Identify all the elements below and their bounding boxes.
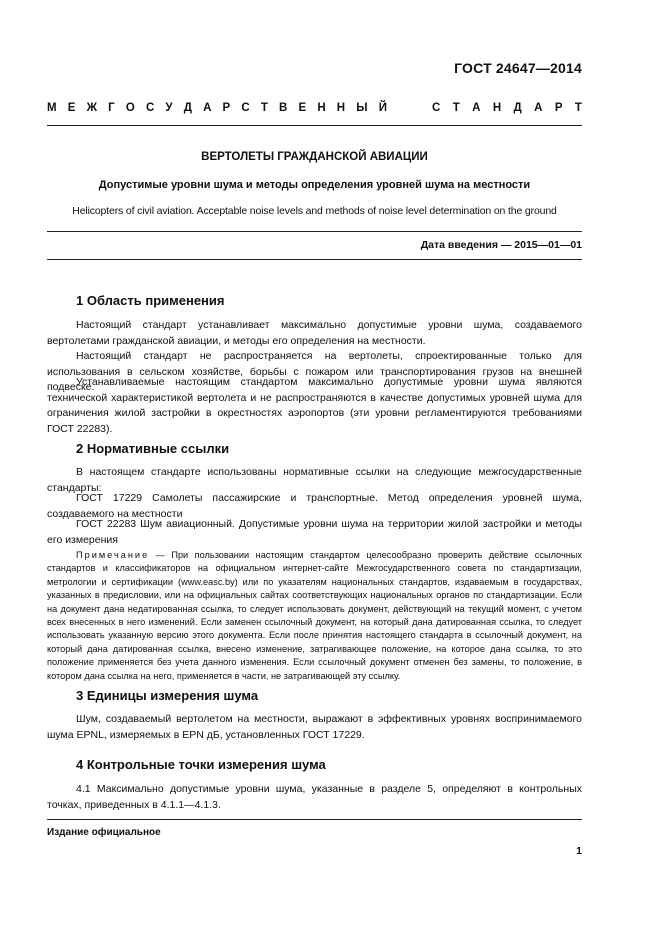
banner-letter: У [165,102,173,114]
section-2-paragraph: В настоящем стандарте использованы нормативные ссылки на следующие межгосударственные стандарты: [47,466,582,494]
banner-letter: Е [298,102,307,114]
banner-letter: Н [317,102,326,114]
banner-letter: Н [336,102,346,114]
banner-letter: С [241,102,250,114]
page-number: 1 [576,845,582,857]
banner-letter: А [203,102,212,114]
section-3-heading: 3 Единицы измерения шума [76,688,259,703]
document-title-english: Helicopters of civil aviation. Acceptable noise levels and methods of noise level determination on the ground [72,205,557,217]
banner-letter: С [432,102,441,114]
section-1-paragraph: Настоящий стандарт не распространяется на вертолеты, спроектированные только для использования в сельском хозяйстве, борьбы с пожаром или транспортирования грузов на внешней подвеске. [47,350,582,393]
footer-rule [47,819,582,820]
banner-letter: В [279,102,288,114]
document-subtitle: Допустимые уровни шума и методы определения уровней шума на местности [98,179,531,191]
section-1-heading: 1 Область применения [76,293,225,308]
section-1-paragraph: Настоящий стандарт устанавливает максимально допустимые уровни шума, создаваемого вертолетами гражданской авиации, и методы его определения на местности. [47,319,582,347]
section-2-heading: 2 Нормативные ссылки [76,441,230,456]
banner-letter: Ы [356,102,368,114]
banner-letter: Р [554,102,563,114]
banner-letter: Т [574,102,582,114]
section-3-paragraph: Шум, создаваемый вертолетом на местности, выражают в эффективных уровнях воспринимаемого шума EPNL, измеряемых в EPN дБ, установленных ГОСТ 17229. [47,713,582,741]
banner-letter: Т [452,102,460,114]
reference-gost-17229: ГОСТ 17229 Самолеты пассажирские и транспортные. Метод определения уровней шума, создаваемого на местности [47,492,582,520]
title-rule [47,231,582,232]
banner-letter: Д [183,102,192,114]
banner-letter: Ж [86,102,97,114]
header-rule [47,125,582,126]
banner-letter: Д [513,102,522,114]
official-edition-label: Издание официальное [47,827,161,838]
date-rule [47,259,582,260]
reference-gost-22283: ГОСТ 22283 Шум авиационный. Допустимые уровни шума на территории жилой застройки и методы его измерения [47,518,582,546]
gost-code: ГОСТ 24647—2014 [454,60,582,76]
banner-letter: М [47,102,57,114]
interstate-word [47,102,387,114]
banner-letter: Т [260,102,268,114]
standard-word [432,102,582,114]
section-2-note [47,549,582,683]
banner-letter: Е [67,102,76,114]
banner-letter: Й [378,102,387,114]
note-label: Примечание [76,550,150,560]
banner-letter: Р [222,102,231,114]
section-4-paragraph: 4.1 Максимально допустимые уровни шума, указанные в разделе 5, определяют в контрольных точках, приведенных в 4.1.1—4.1.3. [47,783,582,811]
banner-letter: О [125,102,135,114]
note-text: — При пользовании настоящим стандартом целесообразно проверить действие ссылочных стандартов и классификаторов на официальном интернет-сайте Межгосударственного совета по стандартизации, метрологии и сертификации (www.easc.by) или по указателям национальных стандартов, издаваемым в государствах, указанных в предисловии, или на официальных сайтах соответствующих национальных органов по стандартизации. Если на документ дана недатированная ссылка, то следует использовать документ, действующий на текущий момент, с учетом всех внесенных в него изменений. Если заменен ссылочный документ, на который дана датированная ссылка, то следует использовать указанную версию этого документа. Если после принятия настоящего стандарта в ссылочный документ, на который дана датированная ссылка, внесено изменение, затрагивающее положение, на которое дана ссылка, то это положение применяется без учета данного изменения. Если ссылочный документ отменен без замены, то положение, в котором дана ссылка на него, применяется в части, не затрагивающей эту ссылку. [47,550,582,681]
banner-letter: С [145,102,155,114]
interstate-standard-banner [47,102,582,114]
section-1-paragraph: Устанавливаемые настоящим стандартом максимально допустимые уровни шума являются технической характеристикой вертолета и не распространяются в качестве допустимых уровней шума для ограничения жилой застройки в окрестностях аэропортов (эти уровни регламентируются требованиями ГОСТ 22283). [47,376,582,435]
banner-letter: Н [492,102,502,114]
banner-letter: А [534,102,543,114]
banner-letter: Г [108,102,115,114]
document-title: ВЕРТОЛЕТЫ ГРАЖДАНСКОЙ АВИАЦИИ [201,151,428,163]
introduction-date: Дата введения — 2015—01—01 [420,239,582,251]
banner-letter: А [472,102,481,114]
section-4-heading: 4 Контрольные точки измерения шума [76,757,326,772]
